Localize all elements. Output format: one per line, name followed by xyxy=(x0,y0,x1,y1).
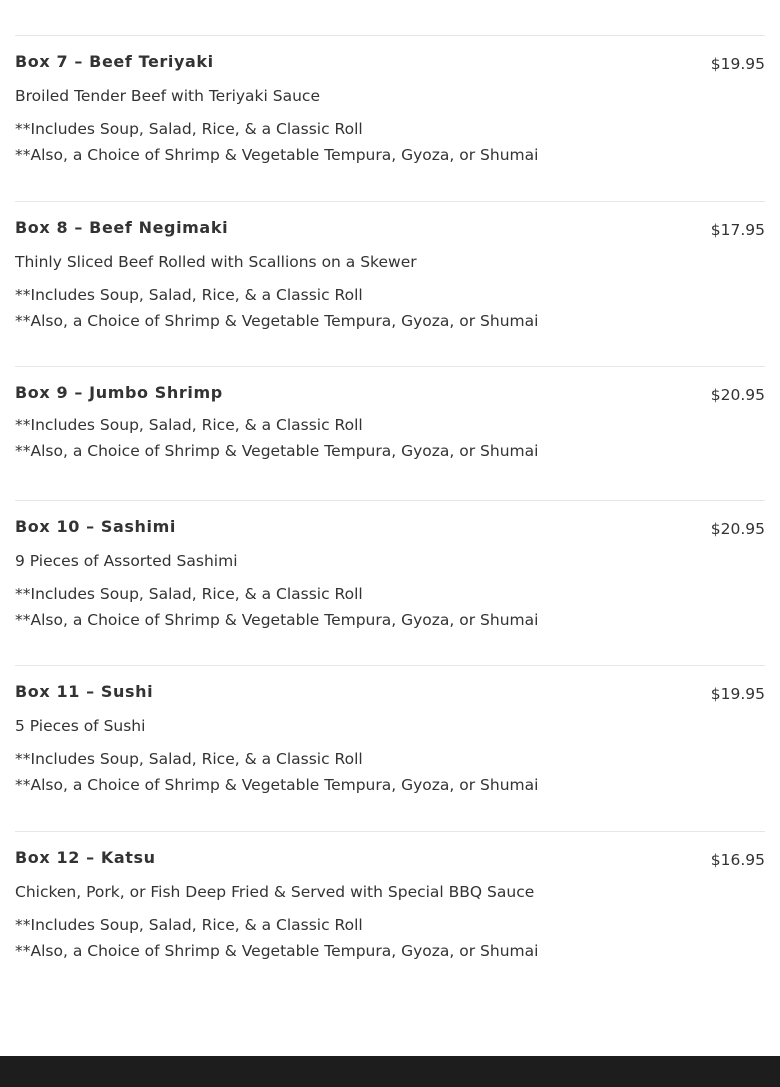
menu-item-name: Box 12 – Katsu xyxy=(15,848,156,867)
menu-item-description: Broiled Tender Beef with Teriyaki Sauce xyxy=(15,87,320,105)
menu-item-name: Box 11 – Sushi xyxy=(15,682,154,701)
menu-item-name: Box 9 – Jumbo Shrimp xyxy=(15,383,223,402)
menu-item-box-12 xyxy=(15,832,765,992)
menu-item-name: Box 8 – Beef Negimaki xyxy=(15,218,229,237)
menu-item-box-7 xyxy=(15,36,765,202)
menu-item-includes-note: **Includes Soup, Salad, Rice, & a Classic Roll xyxy=(15,120,363,138)
menu-item-choice-note: **Also, a Choice of Shrimp & Vegetable Tempura, Gyoza, or Shumai xyxy=(15,611,539,629)
menu-item-notes xyxy=(15,282,765,334)
menu-item-box-10 xyxy=(15,501,765,666)
menu-item-price: $19.95 xyxy=(710,685,765,703)
menu-item-choice-note: **Also, a Choice of Shrimp & Vegetable Tempura, Gyoza, or Shumai xyxy=(15,776,539,794)
menu-item-includes-note: **Includes Soup, Salad, Rice, & a Classic Roll xyxy=(15,750,363,768)
menu-list xyxy=(15,0,765,992)
menu-item-box-11 xyxy=(15,666,765,832)
menu-item-includes-note: **Includes Soup, Salad, Rice, & a Classic Roll xyxy=(15,286,363,304)
menu-item-name: Box 7 – Beef Teriyaki xyxy=(15,52,214,71)
menu-item-notes xyxy=(15,116,765,168)
menu-item-price: $20.95 xyxy=(710,386,765,404)
previous-item-edge xyxy=(15,0,765,36)
menu-item-choice-note: **Also, a Choice of Shrimp & Vegetable Tempura, Gyoza, or Shumai xyxy=(15,942,539,960)
menu-item-choice-note: **Also, a Choice of Shrimp & Vegetable Tempura, Gyoza, or Shumai xyxy=(15,442,539,460)
menu-item-description: Thinly Sliced Beef Rolled with Scallions on a Skewer xyxy=(15,253,417,271)
menu-item-notes xyxy=(15,581,765,633)
menu-item-choice-note: **Also, a Choice of Shrimp & Vegetable Tempura, Gyoza, or Shumai xyxy=(15,146,539,164)
menu-item-price: $17.95 xyxy=(710,221,765,239)
footer-bar xyxy=(0,1056,780,1087)
menu-item-choice-note: **Also, a Choice of Shrimp & Vegetable Tempura, Gyoza, or Shumai xyxy=(15,312,539,330)
menu-item-description: Chicken, Pork, or Fish Deep Fried & Served with Special BBQ Sauce xyxy=(15,883,535,901)
menu-item-name: Box 10 – Sashimi xyxy=(15,517,176,536)
menu-item-includes-note: **Includes Soup, Salad, Rice, & a Classic Roll xyxy=(15,585,363,603)
menu-item-price: $20.95 xyxy=(710,520,765,538)
menu-item-description: 9 Pieces of Assorted Sashimi xyxy=(15,552,238,570)
menu-item-notes xyxy=(15,412,765,464)
menu-item-notes xyxy=(15,746,765,798)
menu-item-price: $19.95 xyxy=(710,55,765,73)
menu-item-box-8 xyxy=(15,202,765,367)
menu-item-price: $16.95 xyxy=(710,851,765,869)
menu-item-box-9 xyxy=(15,367,765,501)
menu-item-description: 5 Pieces of Sushi xyxy=(15,717,146,735)
menu-item-includes-note: **Includes Soup, Salad, Rice, & a Classic Roll xyxy=(15,916,363,934)
menu-item-notes xyxy=(15,912,765,964)
menu-item-includes-note: **Includes Soup, Salad, Rice, & a Classic Roll xyxy=(15,416,363,434)
